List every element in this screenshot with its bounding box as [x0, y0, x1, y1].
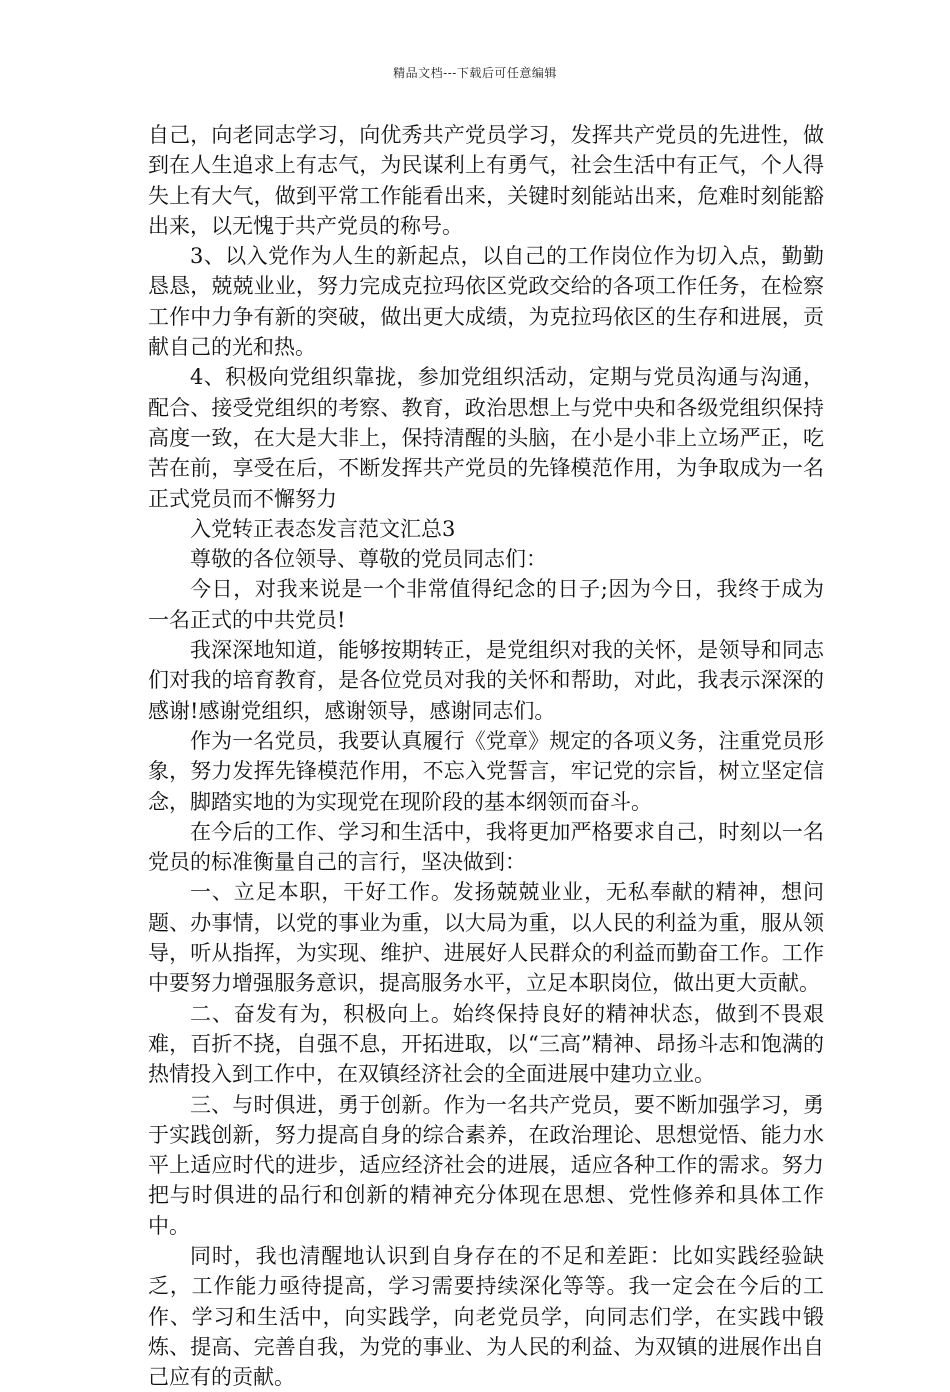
paragraph: 三、与时俱进，勇于创新。作为一名共产党员，要不断加强学习，勇于实践创新，努力提高自身的综合素养，在政治理论、思想觉悟、能力水平上适应时代的进步，适应经济社会的进展，适应各种工作的需求。努力把与时俱进的品行和创新的精神充分体现在思想、党性修养和具体工作中。 [148, 1092, 824, 1238]
paragraph: 一、立足本职，干好工作。发扬兢兢业业，无私奉献的精神，想问题、办事情，以党的事业为重，以大局为重，以人民的利益为重，服从领导，听从指挥，为实现、维护、进展好人民群众的利益而勤奋工作。工作中要努力增强服务意识，提高服务水平，立足本职岗位，做出更大贡献。 [148, 880, 824, 996]
paragraph: 在今后的工作、学习和生活中，我将更加严格要求自己，时刻以一名党员的标准衡量自己的言行，坚决做到： [148, 819, 824, 875]
document-body [148, 120, 824, 1392]
paragraph: 3、以入党作为人生的新起点，以自己的工作岗位作为切入点，勤勤恳恳，兢兢业业，努力完成克拉玛依区党政交给的各项工作任务，在检察工作中力争有新的突破，做出更大成绩，为克拉玛依区的生存和进展，贡献自己的光和热。 [148, 244, 824, 360]
paragraph: 4、积极向党组织靠拢，参加党组织活动，定期与党员沟通与沟通，配合、接受党组织的考察、教育，政治思想上与党中央和各级党组织保持高度一致，在大是大非上，保持清醒的头脑，在小是小非上立场严正，吃苦在前，享受在后，不断发挥共产党员的先锋模范作用，为争取成为一名正式党员而不懈努力 [148, 365, 824, 511]
page-header: 精品文档---下载后可任意编辑 [393, 66, 557, 80]
paragraph: 作为一名党员，我要认真履行《党章》规定的各项义务，注重党员形象，努力发挥先锋模范作用，不忘入党誓言，牢记党的宗旨，树立坚定信念，脚踏实地的为实现党在现阶段的基本纲领而奋斗。 [148, 728, 824, 814]
paragraph: 同时，我也清醒地认识到自身存在的不足和差距：比如实践经验缺乏，工作能力亟待提高，学习需要持续深化等等。我一定会在今后的工作、学习和生活中，向实践学，向老党员学，向同志们学，在实践中锻炼、提高、完善自我，为党的事业、为人民的利益、为双镇的进展作出自己应有的贡献。 [148, 1243, 824, 1390]
paragraph: 二、奋发有为，积极向上。始终保持良好的精神状态，做到不畏艰难，百折不挠，自强不息，开拓进取，以“三高”精神、昂扬斗志和饱满的热情投入到工作中，在双镇经济社会的全面进展中建功立业。 [148, 1001, 824, 1087]
paragraph: 今日，对我来说是一个非常值得纪念的日子;因为今日，我终于成为一名正式的中共党员! [148, 577, 824, 632]
section-heading: 入党转正表态发言范文汇总3 [190, 516, 456, 541]
paragraph: 我深深地知道，能够按期转正，是党组织对我的关怀，是领导和同志们对我的培育教育，是各位党员对我的关怀和帮助，对此，我表示深深的感谢!感谢党组织，感谢领导，感谢同志们。 [148, 638, 824, 723]
paragraph: 自己，向老同志学习，向优秀共产党员学习，发挥共产党员的先进性，做到在人生追求上有志气，为民谋利上有勇气，社会生活中有正气，个人得失上有大气，做到平常工作能看出来，关键时刻能站出来，危难时刻能豁出来，以无愧于共产党员的称号。 [148, 123, 824, 238]
salutation: 尊敬的各位领导、尊敬的党员同志们： [190, 547, 547, 572]
